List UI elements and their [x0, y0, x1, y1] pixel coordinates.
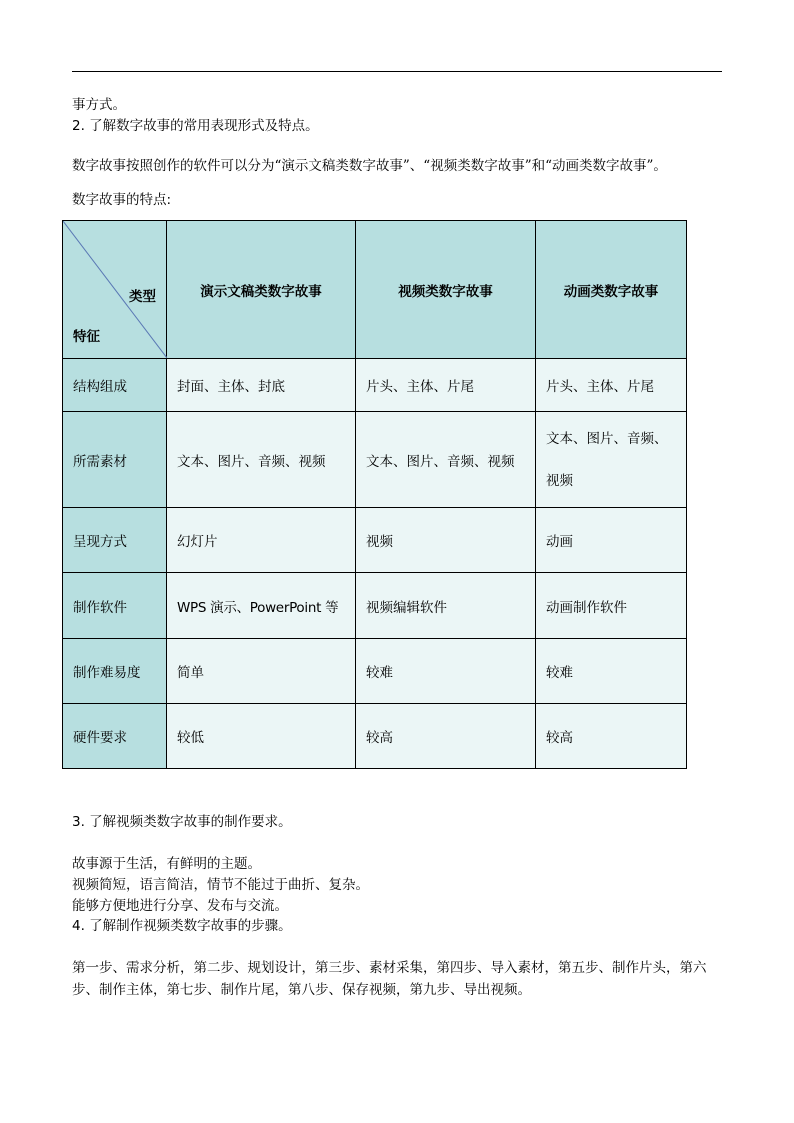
- table-cell: 文本、图片、音频、视频: [356, 412, 536, 508]
- table-row: [63, 359, 687, 412]
- table-cell: 文本、图片、音频、视频: [167, 412, 356, 508]
- table-row: [63, 412, 687, 508]
- row-feature-label: 制作软件: [63, 573, 167, 639]
- table-cell: WPS 演示、PowerPoint 等: [167, 573, 356, 639]
- corner-feature-label: 特征: [73, 329, 100, 345]
- header-rule: [72, 71, 722, 72]
- intro-tail: 事方式。: [72, 97, 126, 113]
- corner-cell: [63, 221, 167, 359]
- section-4-paragraph: 第一步、需求分析，第二步、规划设计，第三步、素材采集，第四步、导入素材，第五步、制作片头，第六步、制作主体，第七步、制作片尾，第八步、保存视频，第九步、导出视频。: [72, 960, 707, 998]
- table-cell: 幻灯片: [167, 508, 356, 573]
- row-feature-label: 呈现方式: [63, 508, 167, 573]
- section-2-title: 2. 了解数字故事的常用表现形式及特点。: [72, 118, 319, 134]
- table-cell: 较难: [536, 639, 687, 704]
- section-2-paragraph: 数字故事按照创作的软件可以分为“演示文稿类数字故事”、“视频类数字故事”和“动画类数字故事”。: [72, 158, 667, 174]
- corner-type-label: 类型: [129, 289, 156, 305]
- table-cell: 封面、主体、封底: [167, 359, 356, 412]
- table-row: [63, 573, 687, 639]
- table-cell: 简单: [167, 639, 356, 704]
- table-cell: 动画制作软件: [536, 573, 687, 639]
- table-cell: 较高: [356, 704, 536, 769]
- row-feature-label: 硬件要求: [63, 704, 167, 769]
- table-cell: 片头、主体、片尾: [356, 359, 536, 412]
- table-cell: 文本、图片、音频、视频: [536, 412, 687, 508]
- table-caption: 数字故事的特点:: [72, 192, 172, 208]
- table-cell: 视频: [356, 508, 536, 573]
- table-row: [63, 704, 687, 769]
- section-3-item: 能够方便地进行分享、发布与交流。: [72, 898, 288, 914]
- row-feature-label: 结构组成: [63, 359, 167, 412]
- column-header: 演示文稿类数字故事: [167, 221, 356, 359]
- table-row: [63, 639, 687, 704]
- table-cell: 片头、主体、片尾: [536, 359, 687, 412]
- section-3-item: 视频简短，语言简洁，情节不能过于曲折、复杂。: [72, 877, 369, 893]
- column-header: 视频类数字故事: [356, 221, 536, 359]
- table-row: [63, 508, 687, 573]
- column-header: 动画类数字故事: [536, 221, 687, 359]
- table-cell: 较低: [167, 704, 356, 769]
- table-cell: 较难: [356, 639, 536, 704]
- section-3-title: 3. 了解视频类数字故事的制作要求。: [72, 814, 292, 830]
- section-4-title: 4. 了解制作视频类数字故事的步骤。: [72, 918, 292, 934]
- row-feature-label: 所需素材: [63, 412, 167, 508]
- table-cell: 视频编辑软件: [356, 573, 536, 639]
- story-features-table: [62, 220, 687, 769]
- table-cell: 较高: [536, 704, 687, 769]
- section-3-item: 故事源于生活，有鲜明的主题。: [72, 856, 261, 872]
- row-feature-label: 制作难易度: [63, 639, 167, 704]
- table-cell: 动画: [536, 508, 687, 573]
- table-header-row: [63, 221, 687, 359]
